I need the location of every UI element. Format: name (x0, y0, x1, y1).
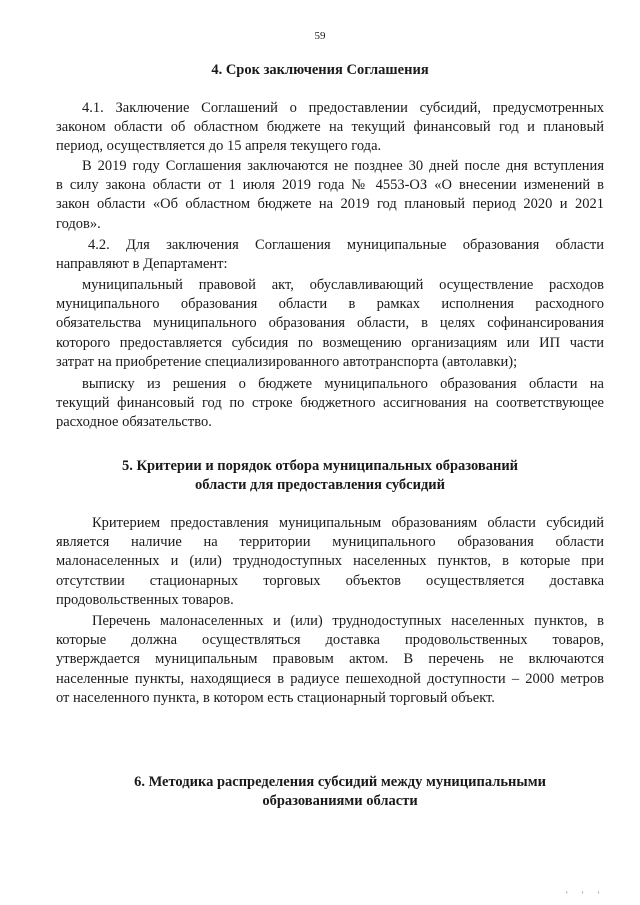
section-4-heading (0, 61, 640, 80)
scan-edge-mark: ' ' ' (566, 890, 606, 900)
heading-line: 6. Методика распределения субсидий между муниципальными (134, 774, 546, 790)
heading-line: 5. Критерии и порядок отбора муниципальных образований (121, 458, 519, 474)
section-5-heading (0, 457, 640, 495)
page-number: 59 (314, 30, 326, 42)
heading-line: 4. Срок заключения Соглашения (211, 62, 429, 78)
heading-line: области для предоставления субсидий (194, 477, 445, 493)
section-6-heading (20, 773, 640, 811)
paragraph-5-criterion: Критерием предоставления муниципальным образованиям области субсидий является наличие на территории муниципального образования области малонаселенных и (или) труднодоступных населенных пунктов, в которые при отсутствии стационарных торговых объектов осуществляется доставка продовольственных товаров. (56, 515, 604, 608)
paragraph-4-2-extract: выписку из решения о бюджете муниципального образования области на текущий финансовый год по строке бюджетного ассигнования на соответствующее расходное обязательство. (56, 376, 604, 431)
paragraph-4-1-2019: В 2019 году Соглашения заключаются не позднее 30 дней после дня вступления в силу закона области от 1 июля 2019 года № 4553-ОЗ «О внесении изменений в закон области «Об областном бюджете на 2019 год плановый период 2020 и 2021 годов». (56, 158, 604, 232)
paragraph-4-2: 4.2. Для заключения Соглашения муниципальные образования области направляют в Департамент: (56, 237, 604, 273)
paragraph-4-1: 4.1. Заключение Соглашений о предоставлении субсидий, предусмотренных законом области об областном бюджете на текущий финансовый год и плановый период, осуществляется до 15 апреля текущего года. (56, 100, 604, 155)
paragraph-5-list: Перечень малонаселенных и (или) труднодоступных населенных пунктов, в которые должна осуществляться доставка продовольственных товаров, утверждается муниципальным правовым актом. В перечень не включаются населенные пункты, находящиеся в радиусе пешеходной доступности – 2000 метров от населенного пункта, в котором есть стационарный торговый объект. (56, 613, 604, 706)
heading-line: образованиями области (262, 793, 418, 809)
paragraph-4-2-act: муниципальный правовой акт, обуславливающий осуществление расходов муниципального образования области в рамках исполнения расходного обязательства муниципального образования области, в целях софинансирования которого предоставляется субсидия по возмещению организациям или ИП части затрат на приобретение специализированного автотранспорта (автолавки); (56, 277, 604, 370)
